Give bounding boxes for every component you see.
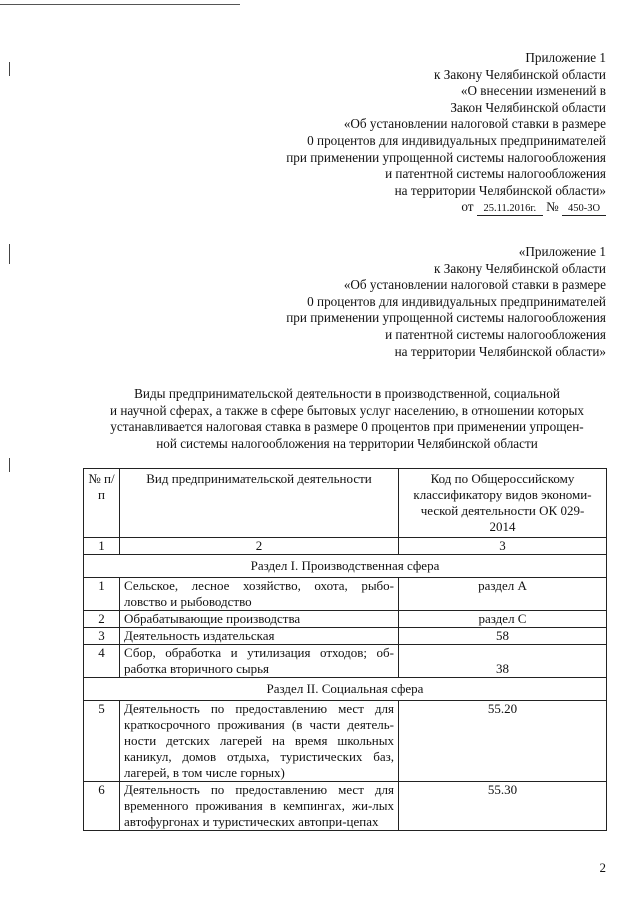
header-code: Код по Общероссийскому классификатору видов экономи-ческой деятельности ОК 029-2014 <box>399 469 607 538</box>
document-heading <box>92 386 602 452</box>
row-num: 2 <box>84 611 120 628</box>
row-code: 55.30 <box>399 782 607 831</box>
table-row <box>84 578 607 611</box>
activities-table <box>83 468 607 831</box>
column-number: 2 <box>120 538 399 555</box>
appendix-line: к Закону Челябинской области <box>434 66 606 82</box>
appendix-line: Закон Челябинской области <box>450 99 606 115</box>
section-title: Раздел I. Производственная сфера <box>84 555 607 578</box>
table-row <box>84 611 607 628</box>
appendix-amendment-block <box>286 50 606 216</box>
appendix-line: и патентной системы налогообложения <box>385 326 606 342</box>
table-row <box>84 701 607 782</box>
row-code: 55.20 <box>399 701 607 782</box>
row-code: 38 <box>399 645 607 678</box>
appendix-line: «Об установлении налоговой ставки в размере <box>343 277 606 293</box>
page-number: 2 <box>599 860 606 875</box>
table-row <box>84 782 607 831</box>
top-rule <box>0 4 240 5</box>
row-code: раздел С <box>399 611 607 628</box>
row-code: раздел А <box>399 578 607 611</box>
row-activity: Деятельность издательская <box>120 628 399 645</box>
date-prefix: от <box>461 199 474 215</box>
appendix-line: при применении упрощенной системы налогообложения <box>286 310 606 326</box>
appendix-line: 0 процентов для индивидуальных предпринимателей <box>307 293 606 309</box>
row-num: 4 <box>84 645 120 678</box>
section-row <box>84 555 607 578</box>
row-num: 6 <box>84 782 120 831</box>
column-number: 3 <box>399 538 607 555</box>
row-code: 58 <box>399 628 607 645</box>
heading-line: ной системы налогообложения на территории Челябинской области <box>156 435 538 451</box>
appendix-line: на территории Челябинской области» <box>394 182 606 198</box>
heading-line: Виды предпринимательской деятельности в производственной, социальной <box>134 386 560 401</box>
row-num: 3 <box>84 628 120 645</box>
appendix-line: «Приложение 1 <box>518 244 606 259</box>
law-number: 450-ЗО <box>562 202 606 216</box>
appendix-line: Приложение 1 <box>525 50 606 65</box>
heading-line: и научной сферах, а также в сфере бытовых услуг населению, в отношении которых <box>109 402 585 418</box>
appendix-line: на территории Челябинской области» <box>394 343 606 359</box>
appendix-line: при применении упрощенной системы налогообложения <box>286 149 606 165</box>
row-activity: Сельское, лесное хозяйство, охота, рыбо-ловство и рыбоводство <box>120 578 399 611</box>
section-title: Раздел II. Социальная сфера <box>84 678 607 701</box>
section-row <box>84 678 607 701</box>
margin-mark <box>9 458 10 472</box>
row-activity: Деятельность по предоставлению мест для временного проживания в кемпингах, жи-лых автофургонах и туристических автопри-цепах <box>120 782 399 831</box>
appendix-line: «О внесении изменений в <box>460 83 606 99</box>
row-num: 1 <box>84 578 120 611</box>
law-reference <box>286 199 606 216</box>
law-date: 25.11.2016г. <box>477 202 543 216</box>
row-num: 5 <box>84 701 120 782</box>
margin-mark <box>9 244 10 264</box>
appendix-line: и патентной системы налогообложения <box>385 166 606 182</box>
appendix-line: к Закону Челябинской области <box>434 260 606 276</box>
header-activity: Вид предпринимательской деятельности <box>120 469 399 538</box>
row-activity: Деятельность по предоставлению мест для краткосрочного проживания (в части деятель-ности детских лагерей на время школьных каникул, домов отдыха, туристических баз, лагерей, в том числе горных) <box>120 701 399 782</box>
table-header-row <box>84 469 607 538</box>
table-row <box>84 645 607 678</box>
row-activity: Обрабатывающие производства <box>120 611 399 628</box>
number-prefix: № <box>546 199 559 215</box>
appendix-law-block <box>286 244 606 360</box>
appendix-line: 0 процентов для индивидуальных предпринимателей <box>307 132 606 148</box>
header-num: № п/п <box>84 469 120 538</box>
table-row <box>84 628 607 645</box>
heading-line: устанавливается налоговая ставка в размере 0 процентов при применении упрощен- <box>110 419 584 435</box>
margin-mark <box>9 62 10 76</box>
appendix-line: «Об установлении налоговой ставки в размере <box>343 116 606 132</box>
row-activity: Сбор, обработка и утилизация отходов; об-работка вторичного сырья <box>120 645 399 678</box>
column-number: 1 <box>84 538 120 555</box>
column-numbers-row <box>84 538 607 555</box>
